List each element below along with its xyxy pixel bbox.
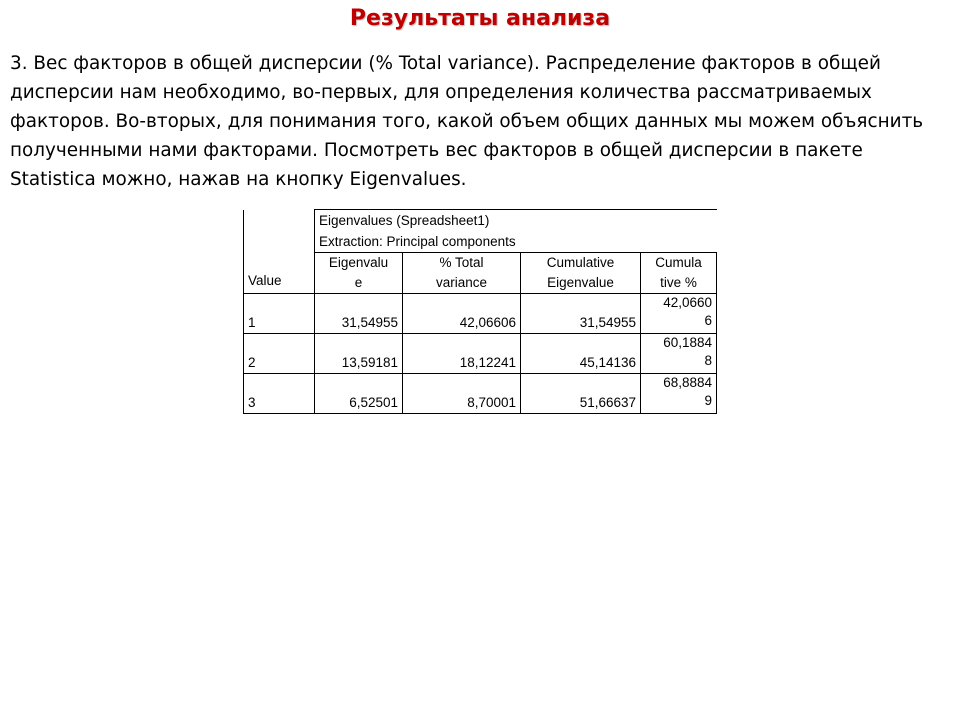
table-row bbox=[244, 294, 717, 334]
eigenvalues-table-container bbox=[243, 209, 716, 414]
cell-value: 1 bbox=[244, 294, 315, 334]
header-cumulative-eigenvalue: Cumulative Eigenvalue bbox=[521, 253, 641, 294]
header-value: Value bbox=[244, 210, 315, 294]
body-paragraph: 3. Вес факторов в общей дисперсии (% Total variance). Распределение факторов в общей дисперсии нам необходимо, во-первых, для определения количества рассматриваемых факторов. Во-вторых, для понимания того, какой объем общих данных мы можем объяснить полученными нами факторами. Посмотреть вес факторов в общей дисперсии в пакете Statistica можно, нажав на кнопку Eigenvalues. bbox=[10, 53, 924, 190]
cell-pct-total: 18,12241 bbox=[403, 334, 521, 374]
table-title: Eigenvalues (Spreadsheet1) bbox=[315, 210, 717, 232]
cell-cum-pct: 68,8884 9 bbox=[641, 374, 717, 414]
table-row bbox=[244, 334, 717, 374]
cell-eigenvalue: 13,59181 bbox=[315, 334, 403, 374]
table-subtitle: Extraction: Principal components bbox=[319, 234, 516, 249]
table-row bbox=[244, 374, 717, 414]
header-cumulative-pct: Cumula tive % bbox=[641, 253, 717, 294]
cell-cum-eigenvalue: 31,54955 bbox=[521, 294, 641, 334]
eigenvalues-table bbox=[243, 209, 717, 414]
cell-value: 3 bbox=[244, 374, 315, 414]
cell-eigenvalue: 31,54955 bbox=[315, 294, 403, 334]
cell-pct-total: 8,70001 bbox=[403, 374, 521, 414]
cell-cum-eigenvalue: 45,14136 bbox=[521, 334, 641, 374]
cell-pct-total: 42,06606 bbox=[403, 294, 521, 334]
header-pct-total-variance: % Total variance bbox=[403, 253, 521, 294]
cell-eigenvalue: 6,52501 bbox=[315, 374, 403, 414]
cell-value: 2 bbox=[244, 334, 315, 374]
cell-cum-eigenvalue: 51,66637 bbox=[521, 374, 641, 414]
cell-cum-pct: 42,0660 6 bbox=[641, 294, 717, 334]
cell-cum-pct: 60,1884 8 bbox=[641, 334, 717, 374]
header-eigenvalue: Eigenvalu e bbox=[315, 253, 403, 294]
slide-title: Результаты анализа bbox=[349, 6, 611, 31]
